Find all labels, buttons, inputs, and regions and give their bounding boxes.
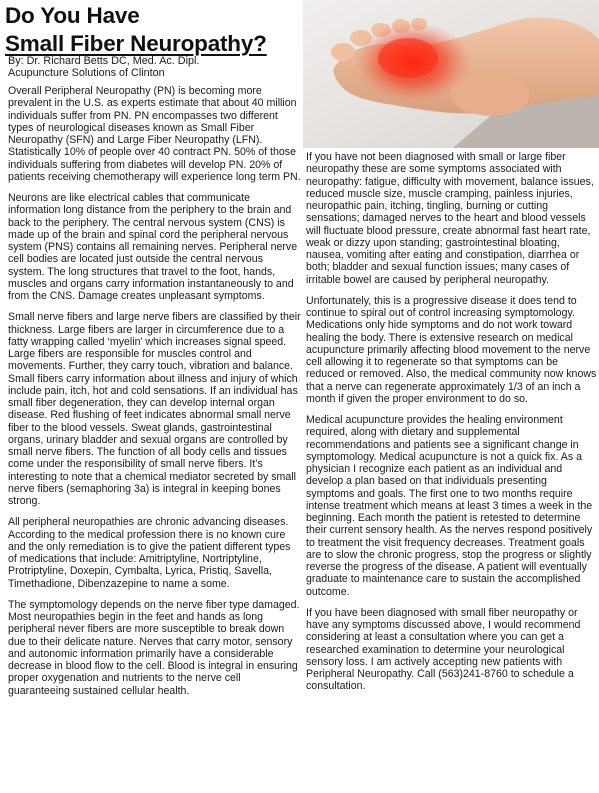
title-line-2: Small Fiber Neuropathy? xyxy=(5,31,267,56)
painful-foot-photo xyxy=(303,0,599,148)
right-column xyxy=(306,151,597,702)
paragraph-medications: All peripheral neuropathies are chronic advancing diseases. According to the medical profession there is no known cure and the only remediation is to give the patient different types of medications that include: Amitriptyline, Nortriptyline, Protriptyline, Doxepin, Cymbalta, Lyrica, Pristiq, Savella, Timethadione, Dibenzazepine to name a some. xyxy=(8,516,291,590)
paragraph-acupuncture: Medical acupuncture provides the healing environment required, along with dietary and supplemental recommendations and patients see a significant change in symptomology. Medical acupuncture is not a quick fix. As a physician I recognize each patient as an individual and develop a plan based on that individuals presenting symptoms and goals. The first one to two months require intense treatment which means at least 3 times a week in the beginning. Each month the patient is retested to determine their current sensory health. As the nerves respond positively to treatment the visit frequency decreases. Treatment goals are to slow the chronic progress, stop the progress or slightly reverse the progress of the disease. A patient will eventually graduate to maintenance care to sustain the accomplished outcome. xyxy=(306,414,593,598)
author-organization: Acupuncture Solutions of Clinton xyxy=(8,67,165,79)
paragraph-consultation: If you have been diagnosed with small fiber neuropathy or have any symptoms discussed above, I would recommend considering at least a consultation where you can get a researched examination to determine your neurological sensory loss. I am actively accepting new patients with Peripheral Neuropathy. Call (563)241-8760 to schedule a consultation. xyxy=(306,606,581,693)
paragraph-progressive: Unfortunately, this is a progressive disease it does tend to continue to spiral out of control increasing symptomology. Medications only hide symptoms and do not work toward healing the body. There is extensive research on medical acupuncture primarily affecting blood movement to the nerve cell allowing it to regenerate so that symptoms can be reduced or removed. Also, the medical community now knows that a nerve can regenerate approximately 1/3 of an inch a month if given the proper environment to do so. xyxy=(306,294,597,405)
foot-illustration xyxy=(303,0,599,148)
paragraph-neurons: Neurons are like electrical cables that communicate information long distance from the periphery to the brain and back to the periphery. The central nervous system (CNS) is made up of the brain and spinal cord the peripheral nervous system (PNS) contains all remaining nerves. Peripheral nerve cell bodies are located just outside the central nervous system. The long structures that travel to the foot, hands, muscles and organs carry information instantaneously to and from the CNS. Damage creates unpleasant symptoms. xyxy=(8,192,298,302)
paragraph-symptomology: The symptomology depends on the nerve fiber type damaged. Most neuropathies begin in the feet and hands as long peripheral never fibers are more susceptible to break down due to their delicate nature. Nerves that carry motor, sensory and autonomic information primarily have a considerable decrease in blood flow to the cell. Blood is integral in ensuring proper oxygenation and nutrients to the nerve cell guaranteeing sustained cellular health. xyxy=(8,598,300,697)
paragraph-intro: Overall Peripheral Neuropathy (PN) is becoming more prevalent in the U.S. as experts estimate that about 40 million individuals suffer from PN. PN encompasses two different types of neurological diseases known as Small Fiber Neuropathy (SFN) and Large Fiber Neuropathy (LFN). Statistically 10% of people over 40 contract PN. 50% of those individuals suffering from diabetes will develop PN. 20% of patients receiving chemotherapy will experience long term PN. xyxy=(8,85,301,183)
byline xyxy=(8,55,308,79)
author-name: By: Dr. Richard Betts DC, Med. Ac. Dipl. xyxy=(8,55,200,67)
paragraph-symptoms: If you have not been diagnosed with small or large fiber neuropathy these are some symptoms associated with neuropathy: fatigue, difficulty with movement, balance issues, reduced muscle size, muscle cramping, painless injuries, neuropathic pain, itching, tingling, burning or cutting sensations; damaged nerves to the heart and blood vessels will fluctuate blood pressure, create abnormal fast heart rate, weak or dizzy upon standing; gastrointestinal bloating, nausea, vomiting after eating and constipation, diarrhea or both; bladder and sexual function issues; many cases of irritable bowel are caused by peripheral neuropathy. xyxy=(306,151,594,286)
article-title xyxy=(5,2,305,58)
paragraph-nerve-fibers: Small nerve fibers and large nerve fibers are classified by their thickness. Large fibers are larger in circumference due to a fatty wrapping called ‘myelin’ which increases signal speed. Large fibers are responsible for muscles control and movements. Further, they carry touch, vibration and balance. Small fibers carry information about illness and injury of which include pain, itch, hot and cold sensations. If an individual has small fiber degeneration, they can develop internal organ disease. Red flushing of feet indicates abnormal small nerve fiber to the blood vessels. Sweat glands, gastrointestinal organs, urinary bladder and sexual organs are controlled by small nerve fibers. The function of all body cells and tissues come under the responsibility of small nerve fibers. It’s interesting to note that a chemical mediator secreted by small nerve fibers (semaphoring 3a) is integral in keeping bones strong. xyxy=(8,311,301,507)
title-line-1: Do You Have xyxy=(5,3,140,28)
left-column xyxy=(8,85,301,706)
